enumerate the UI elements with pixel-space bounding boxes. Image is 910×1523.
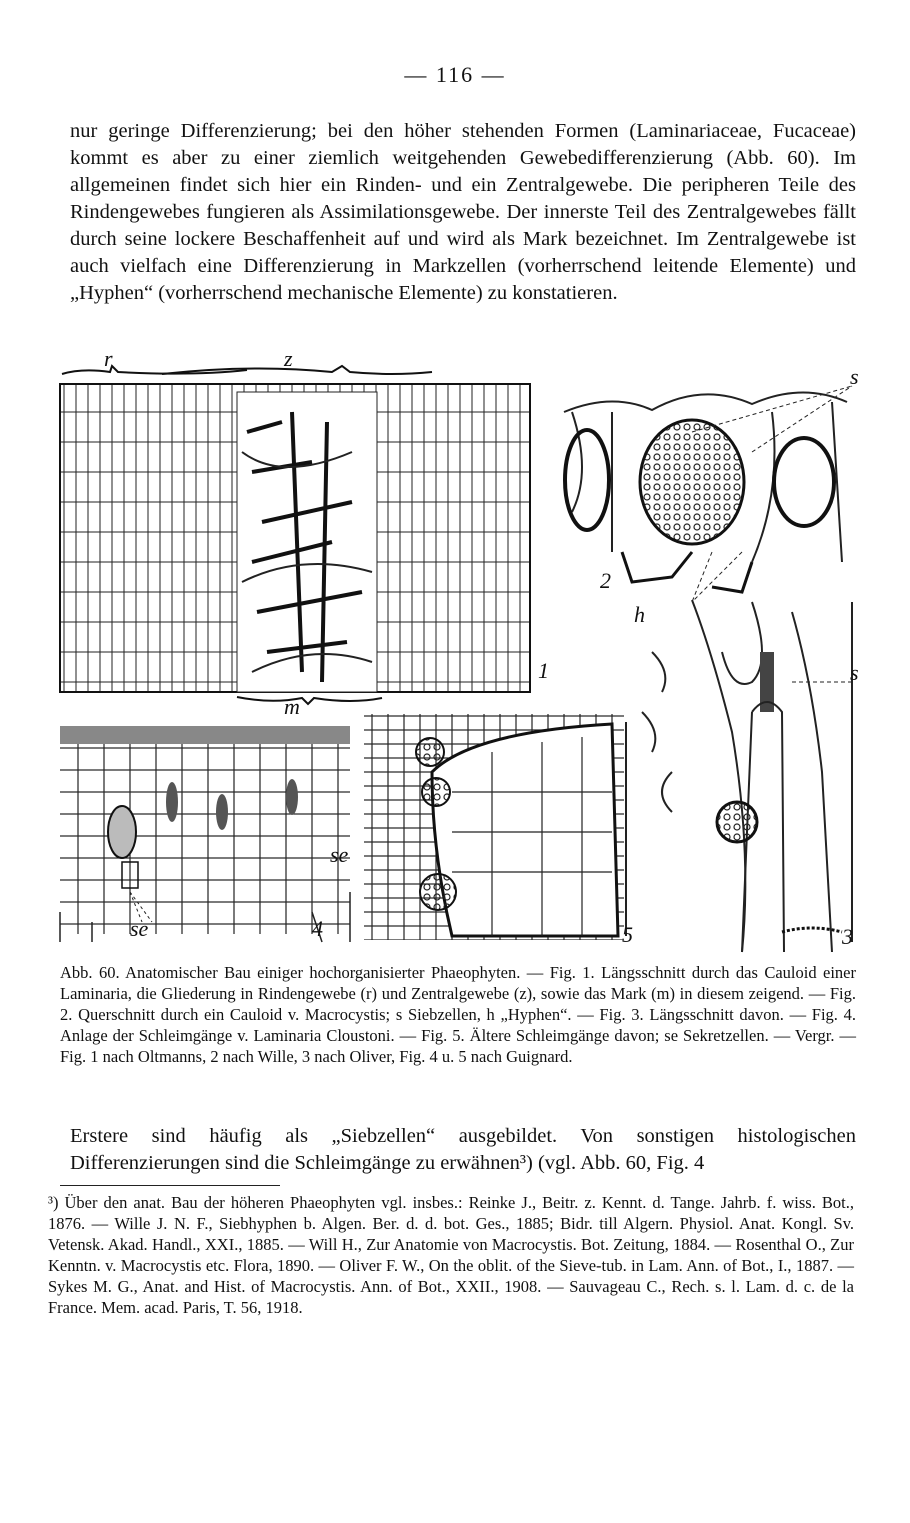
page-number: — 116 — <box>404 62 506 87</box>
label-m: m <box>284 694 300 719</box>
figure-4-mucilage-ducts <box>60 726 350 942</box>
label-fig-3: 3 <box>842 924 853 949</box>
figure-plates <box>52 352 862 960</box>
label-fig-2: 2 <box>600 568 611 593</box>
figure-caption <box>60 962 856 1067</box>
footnote-text: ³) Über den anat. Bau der höheren Phaeophyten vgl. insbes.: Reinke J., Beitr. z. Kennt. d. Tange. Jahrb. f. wiss. Bot., 1876. — Wille J. N. F., Siebhyphen b. Algen. Ber. d. d. bot. Ges., 1885; Bidr. till Algern. Physiol. Anat. Kongl. Sv. Vetensk. Akad. Handl., XXI., 1885. — Will H., Zur Anatomie von Macrocystis. Bot. Zeitung, 1884. — Rosenthal O., Zur Kenntn. v. Macrocystis etc. Flora, 1890. — Oliver F. W., On the oblit. of the Sieve-tub. in Lam. Ann. of Bot., I., 1887. — Sykes M. G., Anat. and Hist. of Macrocystis. Ann. of Bot., XXII., 1908. — Sauvageau C., Rech. s. l. Lam. d. c. de la France. Mem. acad. Paris, T. 56, 1918. <box>48 1193 854 1317</box>
label-fig-5: 5 <box>622 922 633 947</box>
paragraph-2-text: Erstere sind häufig als „Siebzellen“ ausgebildet. Von sonstigen histologischen Differenzierungen sind die Schleimgänge zu erwähnen³) (vgl. Abb. 60, Fig. 4 <box>70 1125 856 1174</box>
figure-5-older-mucilage-ducts <box>330 714 633 947</box>
label-z: z <box>284 352 293 371</box>
paragraph-1-text: nur geringe Differenzierung; bei den höher stehenden Formen (Laminariaceae, Fucaceae) kommt es aber zu einer ziemlich weitgehenden Gewebedifferenzierung (Abb. 60). Im allgemeinen findet sich hier ein Rinden- und ein Zentralgewebe. Die peripheren Teile des Rindengewebes fungieren als Assimilationsgewebe. Der innerste Teil des Zentralgewebes fällt durch seine lockere Beschaffenheit auf und wird als Mark bezeichnet. Im Zentralgewebe ist auch vielfach eine Differenzierung in Markzellen (vorherrschend leitende Elemente) und „Hyphen“ (vorherrschend mechanische Elemente) zu konstatieren. <box>70 120 856 304</box>
label-fig-1: 1 <box>538 658 549 683</box>
label-s-fig3: s <box>850 660 859 685</box>
caption-text: Abb. 60. Anatomischer Bau einiger hochorganisierter Phaeophyten. — Fig. 1. Längsschnitt durch das Cauloid einer Laminaria, die Gliederung in Rindengewebe (r) und Zentralgewebe (z), sowie das Mark (m) in diesem zeigend. — Fig. 2. Querschnitt durch ein Cauloid v. Macrocystis; s Siebzellen, h „Hyphen“. — Fig. 3. Längsschnitt davon. — Fig. 4. Anlage der Schleimgänge v. Laminaria Cloustoni. — Fig. 5. Ältere Schleimgänge davon; se Sekretzellen. — Vergr. — Fig. 1 nach Oltmanns, 2 nach Wille, 3 nach Oliver, Fig. 4 u. 5 nach Guignard. <box>60 963 856 1066</box>
label-se-fig5: se <box>330 842 349 867</box>
body-paragraph-1 <box>70 118 856 307</box>
label-se-fig4: se <box>130 916 149 941</box>
label-h: h <box>634 602 645 627</box>
footnote-divider <box>60 1185 280 1186</box>
label-s-fig2: s <box>850 364 859 389</box>
label-r: r <box>104 352 113 371</box>
footnote <box>48 1192 854 1318</box>
figure-1-longitudinal-section <box>60 352 549 719</box>
figure-2-cross-section <box>564 364 859 627</box>
body-paragraph-2 <box>70 1123 856 1177</box>
figure-3-longitudinal-section <box>642 600 859 952</box>
label-fig-4: 4 <box>312 916 323 941</box>
